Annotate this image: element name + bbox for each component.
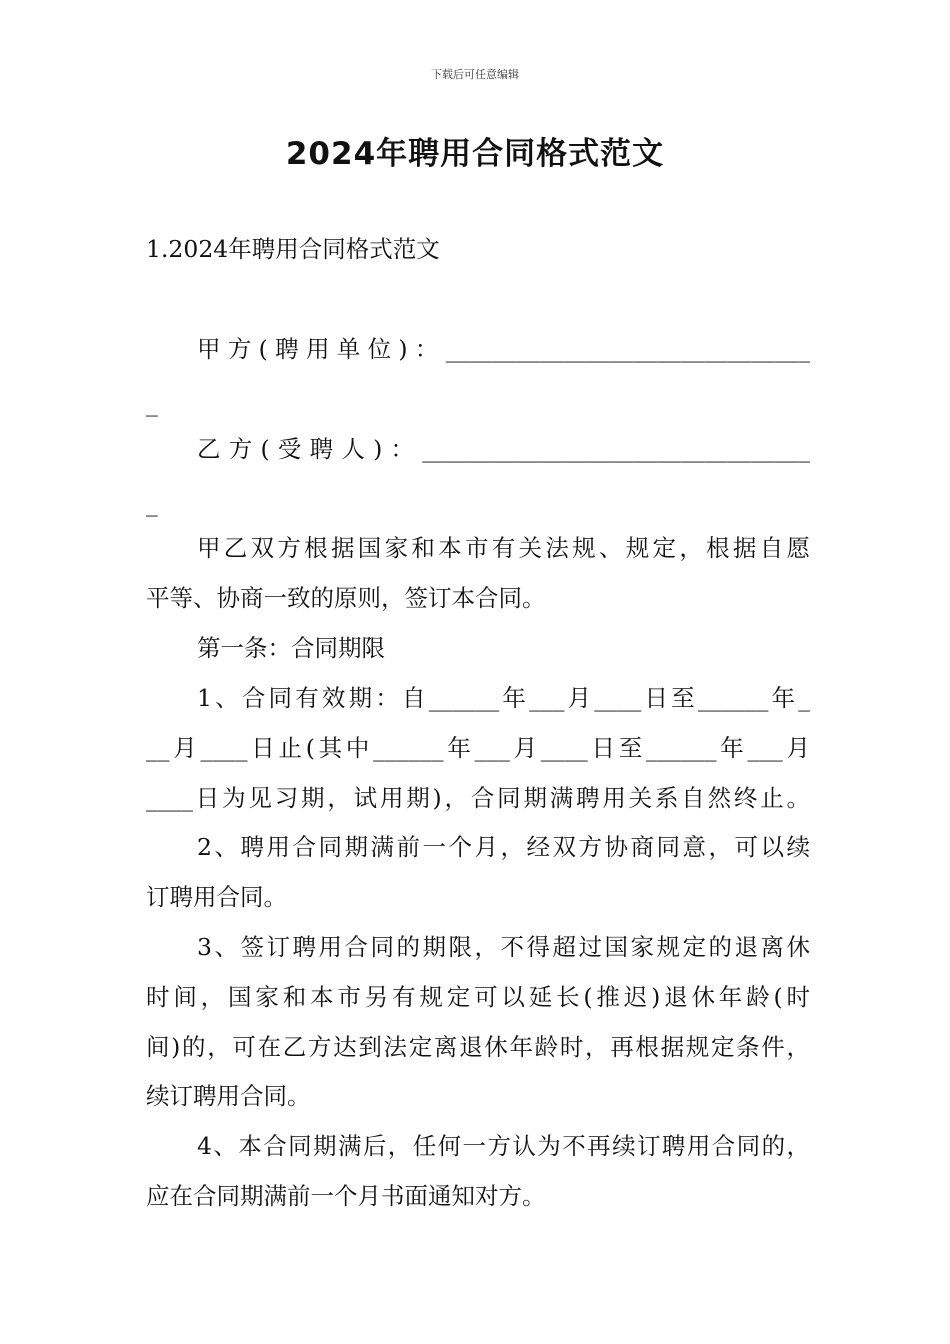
clause-3-line-4: 续订聘用合同。 bbox=[146, 1082, 311, 1110]
clause-1-line-2: __月____日止(其中______年___月____日至______年___月 bbox=[146, 734, 810, 762]
clause-3-line-1: 3、签订聘用合同的期限，不得超过国家规定的退离休 bbox=[197, 933, 810, 961]
preamble-line-2: 平等、协商一致的原则，签订本合同。 bbox=[146, 584, 546, 612]
party-a-line: 甲方(聘用单位)：_______________________________ bbox=[197, 335, 810, 363]
party-a-line-continuation: _ bbox=[146, 389, 158, 417]
section-heading: 1.2024年聘用合同格式范文 bbox=[146, 235, 440, 263]
preamble-line-1: 甲乙双方根据国家和本市有关法规、规定，根据自愿 bbox=[197, 534, 810, 562]
clause-3-line-2: 时间，国家和本市另有规定可以延长(推迟)退休年龄(时 bbox=[146, 983, 810, 1011]
clause-1-line-1: 1、合同有效期：自______年___月____日至______年_ bbox=[197, 684, 810, 712]
clause-3-line-3: 间)的，可在乙方达到法定离退休年龄时，再根据规定条件， bbox=[146, 1033, 810, 1061]
clause-4-line-1: 4、本合同期满后，任何一方认为不再续订聘用合同的， bbox=[197, 1132, 810, 1160]
clause-2-line-1: 2、聘用合同期满前一个月，经双方协商同意，可以续 bbox=[197, 833, 810, 861]
clause-2-line-2: 订聘用合同。 bbox=[146, 883, 287, 911]
party-b-line-continuation: _ bbox=[146, 489, 158, 517]
party-b-line: 乙方(受聘人)：_________________________________ bbox=[197, 435, 810, 463]
document-title: 2024年聘用合同格式范文 bbox=[285, 136, 665, 172]
clause-1-line-3: ____日为见习期，试用期)，合同期满聘用关系自然终止。 bbox=[146, 784, 810, 812]
header-note: 下载后可任意编辑 bbox=[431, 68, 519, 81]
clause-4-line-2: 应在合同期满前一个月书面通知对方。 bbox=[146, 1182, 546, 1210]
article-one-heading: 第一条：合同期限 bbox=[197, 634, 385, 662]
